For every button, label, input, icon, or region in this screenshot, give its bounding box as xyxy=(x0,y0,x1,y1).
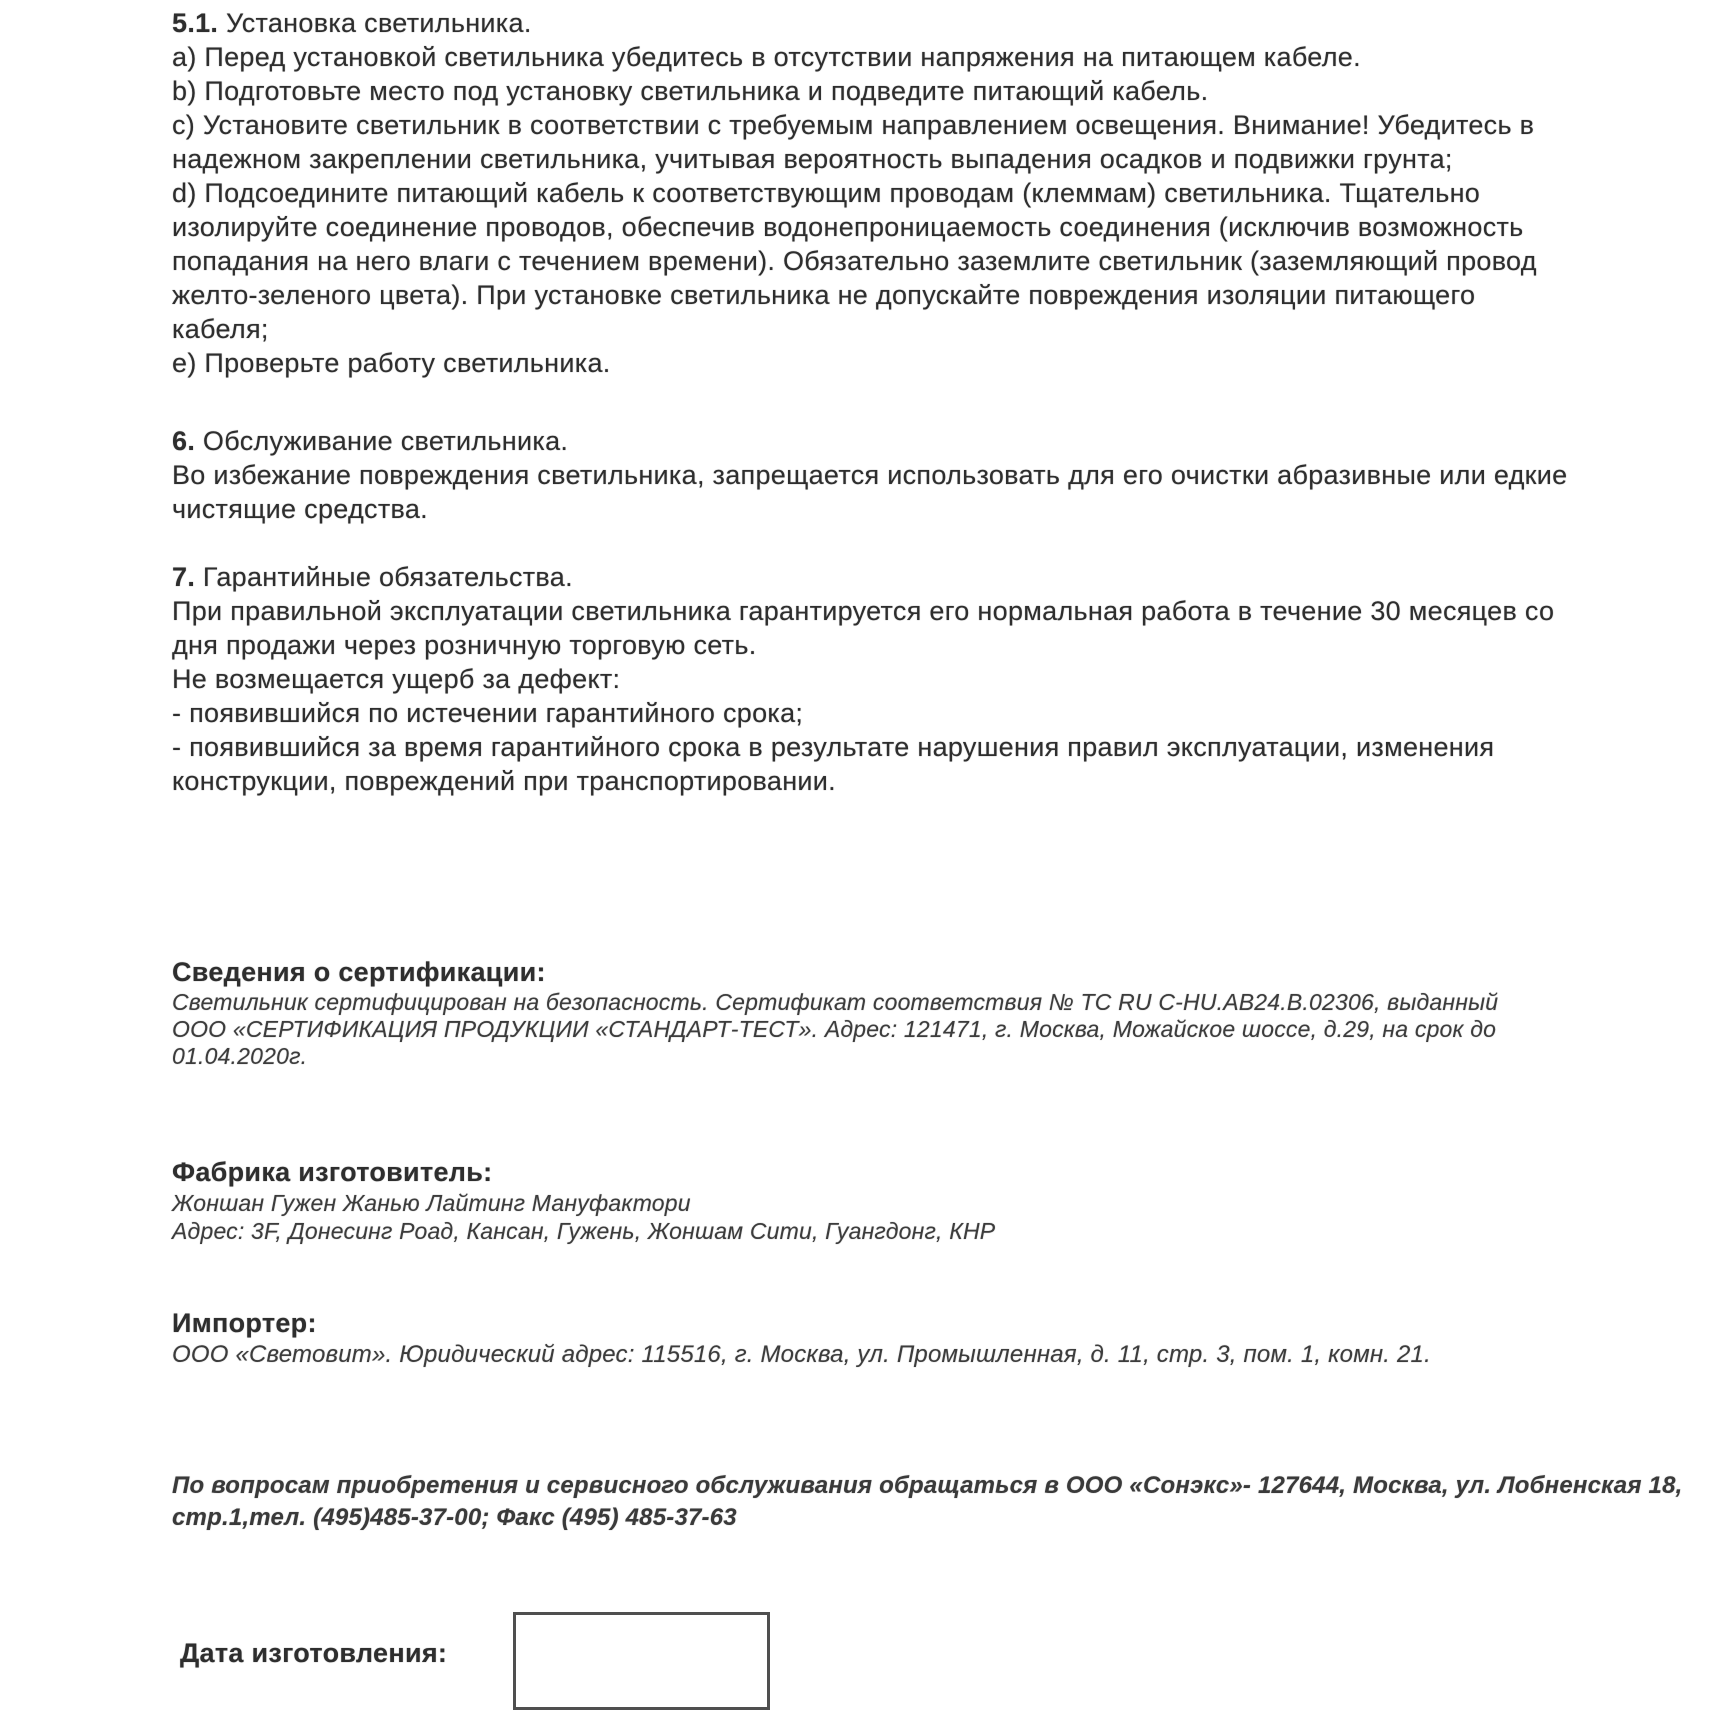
manufacturer-text xyxy=(172,1189,1630,1245)
text-line: ООО «Световит». Юридический адрес: 115516, г. Москва, ул. Промышленная, д. 11, стр. 3, пом. 1, комн. 21. xyxy=(172,1341,1431,1368)
text-line: желто-зеленого цвета). При установке светильника не допускайте повреждения изоляции питающего xyxy=(172,280,1476,310)
text-line: попадания на него влаги с течением времени). Обязательно заземлите светильник (заземляющий провод xyxy=(172,246,1537,276)
text-line: Жоншан Гужен Жанью Лайтинг Мануфактори xyxy=(172,1190,691,1216)
manufacture-date-label: Дата изготовления: xyxy=(180,1638,448,1668)
text-line: d) Подсоедините питающий кабель к соответствующим проводам (клеммам) светильника. Тщательно xyxy=(172,178,1481,208)
section-importer xyxy=(172,1306,1630,1370)
text-line: a) Перед установкой светильника убедитесь в отсутствии напряжения на питающем кабеле. xyxy=(172,42,1361,72)
section-number: 5.1. xyxy=(172,8,219,38)
section-maintenance-heading xyxy=(172,424,1630,458)
manufacture-date-box xyxy=(513,1612,770,1710)
text-line: 01.04.2020г. xyxy=(172,1043,308,1069)
section-number: 7. xyxy=(172,562,196,592)
text-line: надежном закреплении светильника, учитывая вероятность выпадения осадков и подвижки грунта; xyxy=(172,144,1453,174)
text-line: стр.1,тел. (495)485-37-00; Факс (495) 485-37-63 xyxy=(172,1504,737,1531)
section-maintenance xyxy=(172,424,1630,526)
section-title: Установка светильника. xyxy=(218,8,532,38)
text-line: При правильной эксплуатации светильника гарантируется его нормальная работа в течение 30 месяцев со xyxy=(172,596,1555,626)
text-line: - появившийся по истечении гарантийного срока; xyxy=(172,698,804,728)
section-warranty xyxy=(172,560,1630,798)
section-service-contact xyxy=(172,1470,1683,1534)
section-title: Гарантийные обязательства. xyxy=(195,562,573,592)
text-line: c) Установите светильник в соответствии с требуемым направлением освещения. Внимание! Убедитесь в xyxy=(172,110,1535,140)
text-line: дня продажи через розничную торговую сеть. xyxy=(172,630,757,660)
text-line: По вопросам приобретения и сервисного обслуживания обращаться в ООО «Сонэкс»- 127644, Москва, ул. Лобненская 18, xyxy=(172,1472,1683,1499)
section-warranty-heading xyxy=(172,560,1630,594)
text-line: конструкции, повреждений при транспортировании. xyxy=(172,766,836,796)
text-line: - появившийся за время гарантийного срока в результате нарушения правил эксплуатации, изменения xyxy=(172,732,1495,762)
section-installation xyxy=(172,6,1630,380)
text-line: изолируйте соединение проводов, обеспечив водонепроницаемость соединения (исключив возможность xyxy=(172,212,1524,242)
text-line: кабеля; xyxy=(172,314,269,344)
text-line: ООО «СЕРТИФИКАЦИЯ ПРОДУКЦИИ «СТАНДАРТ-ТЕСТ». Адрес: 121471, г. Москва, Можайское шоссе, д.29, на срок до xyxy=(172,1016,1497,1042)
section-title: Обслуживание светильника. xyxy=(195,426,569,456)
text-line: Адрес: 3F, Донесинг Роад, Кансан, Гужень, Жоншам Сити, Гуангдонг, КНР xyxy=(172,1218,996,1244)
section-number: 6. xyxy=(172,426,196,456)
manufacturer-heading: Фабрика изготовитель: xyxy=(172,1157,493,1187)
section-manufacturer xyxy=(172,1155,1630,1245)
certification-heading: Сведения о сертификации: xyxy=(172,957,546,987)
text-line: e) Проверьте работу светильника. xyxy=(172,348,611,378)
importer-text xyxy=(172,1340,1630,1370)
section-certification xyxy=(172,955,1630,1070)
certification-text xyxy=(172,989,1630,1070)
text-line: Не возмещается ущерб за дефект: xyxy=(172,664,621,694)
text-line: b) Подготовьте место под установку светильника и подведите питающий кабель. xyxy=(172,76,1209,106)
text-line: Светильник сертифицирован на безопасность. Сертификат соответствия № ТС RU C-HU.АВ24.В.02306, выданный xyxy=(172,989,1499,1015)
importer-heading: Импортер: xyxy=(172,1308,317,1338)
text-line: Во избежание повреждения светильника, запрещается использовать для его очистки абразивные или едкие xyxy=(172,460,1568,490)
text-line: чистящие средства. xyxy=(172,494,428,524)
section-installation-heading xyxy=(172,6,1630,40)
